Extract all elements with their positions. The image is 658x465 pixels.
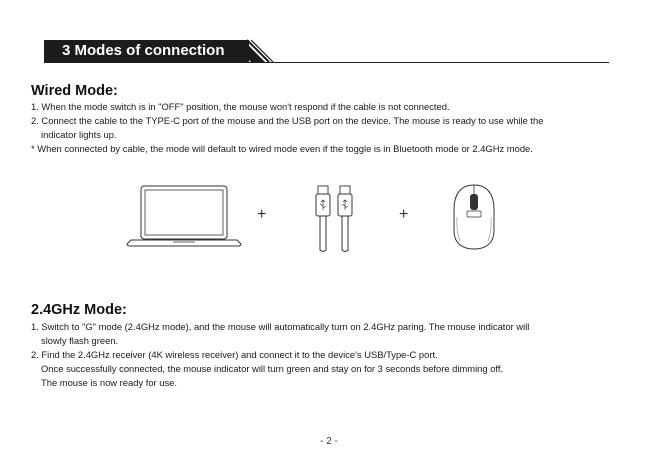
ghz-item-2-cont: Once successfully connected, the mouse indicator will turn green and stay on for 3 seconds before dimming off. [41, 363, 504, 374]
header-stripes-decoration [229, 36, 275, 64]
usb-cable-icon [310, 183, 358, 255]
plus-sign-1: + [257, 206, 267, 223]
mouse-icon [448, 181, 500, 253]
wired-mode-text [31, 100, 621, 156]
wired-note: * When connected by cable, the mode will default to wired mode even if the toggle is in Bluetooth mode or 2.4GHz mode. [31, 143, 533, 154]
wired-mode-title: Wired Mode: [31, 83, 118, 99]
section-header-title: 3 Modes of connection [62, 42, 225, 59]
ghz-item-1-cont: slowly flash green. [41, 335, 119, 346]
section-header [44, 40, 249, 62]
page-number: - 2 - [320, 436, 338, 447]
ghz-item-2-ready: The mouse is now ready for use. [41, 377, 178, 388]
wired-item-1: 1. When the mode switch is in "OFF" position, the mouse won't respond if the cable is not connected. [31, 101, 450, 112]
ghz-item-1: 1. Switch to "G" mode (2.4GHz mode), and the mouse will automatically turn on 2.4GHz paring. The mouse indicator will [31, 321, 530, 332]
laptop-icon [125, 183, 245, 249]
plus-sign-2: + [399, 206, 409, 223]
wired-item-2: 2. Connect the cable to the TYPE-C port of the mouse and the USB port on the device. The mouse is ready to use while the [31, 115, 544, 126]
ghz-mode-title: 2.4GHz Mode: [31, 302, 127, 318]
ghz-mode-text [31, 320, 621, 390]
wired-item-2-cont: indicator lights up. [41, 129, 117, 140]
header-rule [44, 62, 609, 63]
ghz-item-2: 2. Find the 2.4GHz receiver (4K wireless receiver) and connect it to the device's USB/Type-C port. [31, 349, 438, 360]
